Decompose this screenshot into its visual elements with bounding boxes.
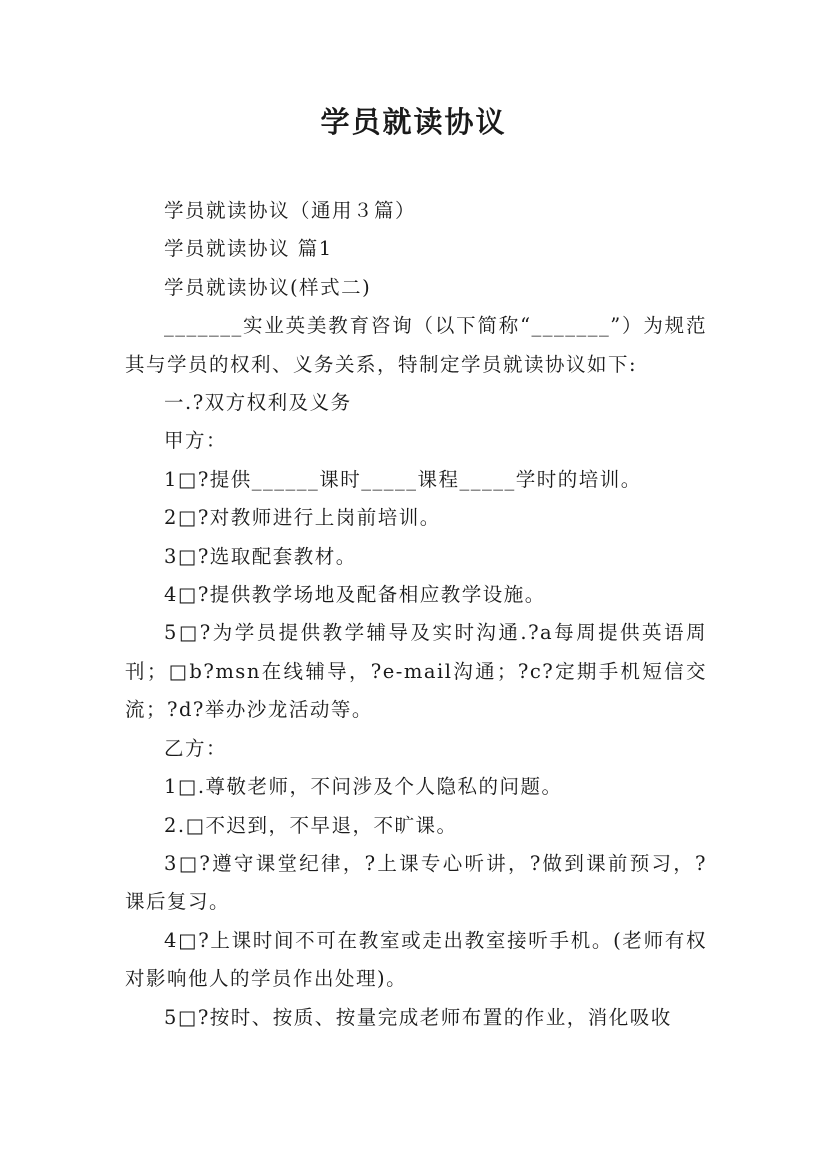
paragraph: 2□?对教师进行上岗前培训。 — [164, 506, 441, 530]
paragraph: 学员就读协议 篇1 — [164, 237, 333, 261]
paragraph: 5□?为学员提供教学辅导及实时沟通.?a每周提供英语周刊；□b?msn在线辅导，?e-mail沟通；?c?定期手机短信交流；?d?举办沙龙活动等。 — [125, 621, 707, 722]
paragraph: 3□?选取配套教材。 — [164, 544, 357, 568]
paragraph: 甲方： — [164, 429, 228, 453]
paragraph: 一.?双方权利及义务 — [164, 391, 352, 415]
paragraph: 1□.尊敬老师，不问涉及个人隐私的问题。 — [164, 775, 563, 799]
paragraph: 乙方： — [164, 736, 228, 760]
paragraph: 4□?提供教学场地及配备相应教学设施。 — [164, 583, 546, 607]
paragraph: 2.□不迟到，不早退，不旷课。 — [164, 813, 458, 837]
paragraph: 1□?提供______课时_____课程_____学时的培训。 — [164, 467, 642, 491]
paragraph: 3□?遵守课堂纪律，?上课专心听讲，?做到课前预习，?课后复习。 — [125, 851, 707, 914]
paragraph: _______实业英美教育咨询（以下简称“_______”）为规范其与学员的权利、义务关系，特制定学员就读协议如下: — [125, 314, 707, 376]
document-body — [125, 192, 707, 1037]
paragraph: 5□?按时、按质、按量完成老师布置的作业，消化吸收 — [164, 1005, 672, 1029]
paragraph: 学员就读协议（通用３篇） — [164, 199, 417, 222]
paragraph: 4□?上课时间不可在教室或走出教室接听手机。(老师有权对影响他人的学员作出处理)。 — [125, 928, 707, 991]
document-title: 学员就读协议 — [320, 105, 507, 139]
paragraph: 学员就读协议(样式二) — [164, 275, 372, 299]
